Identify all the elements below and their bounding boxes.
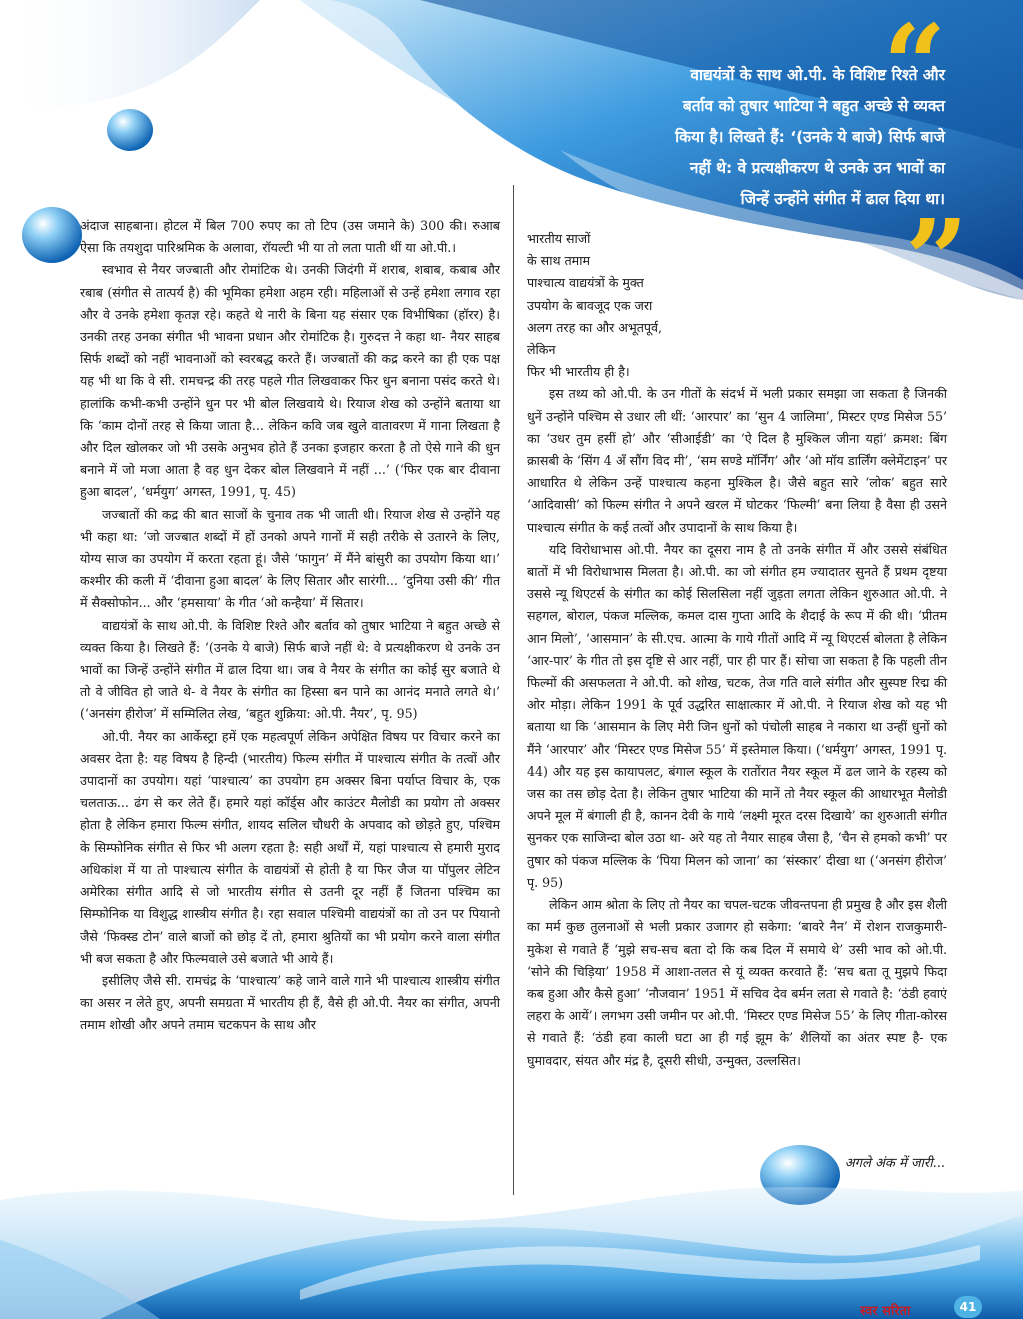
- paragraph: लेकिन आम श्रोता के लिए तो नैयर का चपल-चटक जीवन्तपना ही प्रमुख है और इस शैली का मर्म कुछ तुलनाओं से भली प्रकार उजागर हो सकेगा: ‘बावरे नैन’ में रोशन राजकुमारी-मुकेश से गवाते हैं ‘मुझे सच-सच बता दो कि कब दिल में समाये थे’ उसी भाव को ओ.पी. ‘सोने की चिड़िया’ 1958 में आशा-तलत से यूं व्यक्त करवाते हैं: ‘सच बता तू मुझपे फिदा कब हुआ और कैसे हुआ’ ‘नौजवान’ 1951 में सचिव देव बर्मन लता से गवाते है: ‘ठंडी हवाएं लहरा के आयें’। लगभग उसी जमीन पर ओ.पी. ‘मिस्टर एण्ड मिसेज 55’ के लिए गीता-कोरस से गवाते हैं: ‘ठंडी हवा काली घटा आ ही गई झूम के’ शैलियों का अंतर स्पष्ट है- एक घुमावदार, संयत और मंद्र है, दूसरी सीधी, उन्मुक्त, उल्लसित।: [527, 897, 947, 1068]
- paragraph: इसीलिए जैसे सी. रामचंद्र के ‘पाश्चात्य’ कहे जाने वाले गाने भी पाश्चात्य शास्त्रीय संगीत का असर न लेते हुए, अपनी समग्रता में भारतीय ही हैं, वैसे ही ओ.पी. नैयर का संगीत, अपनी तमाम शोखी और अपने तमाम चटकपन के साथ और: [80, 972, 500, 1033]
- paragraph: स्वभाव से नैयर जज्बाती और रोमांटिक थे। उनकी जिदंगी में शराब, शबाब, कबाब और रबाब (संगीत से तात्पर्य है) की भूमिका हमेशा अहम रही। महिलाओं से उन्हें हमेशा लगाव रहा और वे उनके हमेशा कृतज्ञ रहे। कहते थे नारी के बिना यह संसार एक विभीषिका (हॉरर) है। उनकी तरह उनका संगीत भी भावना प्रधान और रोमांटिक है। गुरुदत्त ने कहा था- नैयर साहब सिर्फ शब्दों को नहीं भावनाओं को स्वरबद्ध करते हैं। जज्बातों की कद्र करने का ही एक पक्ष यह भी था कि वे सी. रामचन्द्र की तरह पहले गीत लिखवाकर फिर धुन बनाना पसंद करते थे। हालांकि कभी-कभी उन्होंने धुन पर भी बोल लिखवाये थे। रियाज शेख को उन्होंने बताया था कि ‘काम दोनों तरह से किया जाता है... लेकिन कवि जब खुले वातावरण में गाना लिखता है और दिल खोलकर जो भी उसके अनुभव होते हैं उनका इजहार करता है तो ऐसे गाने की धुन बनाने में जो मजा आता है वह धुन देकर बोल लिखवाने में नहीं ...’ (‘फिर एक बार दीवाना हुआ बादल’, ‘धर्मयुग’ अगस्त, 1991, पृ. 45): [80, 262, 500, 500]
- narrow-lines: [527, 228, 947, 383]
- paragraph: वाद्ययंत्रों के साथ ओ.पी. के विशिष्ट रिश्ते और बर्ताव को तुषार भाटिया ने बहुत अच्छे से व्यक्त किया है। लिखते हैं: ‘(उनके ये बाजे) सिर्फ बाजे नहीं थे: वे प्रत्यक्षीकरण थे उनके उन भावों का जिन्हें उन्होंने संगीत में ढाल दिया था। जब वे नैयर के संगीत का कोई सुर बजाते थे तो वे जीवित हो जाते थे- वे नैयर के संगीत का हिस्सा बन पाने का आनंद मनाते लगते थे।’ (‘अनसंग हीरोज’ में सम्मिलित लेख, ‘बहुत शुक्रिया: ओ.पी. नैयर’, पृ. 95): [80, 617, 500, 722]
- pull-quote-line: नहीं थे: वे प्रत्यक्षीकरण थे उनके उन भावों का: [689, 159, 945, 177]
- paragraph: यदि विरोधाभास ओ.पी. नैयर का दूसरा नाम है तो उनके संगीत में और उससे संबंधित बातों में भी विरोधाभास मिलता है। ओ.पी. का जो संगीत हम ज्यादातर सुनते हैं प्रथम दृष्टया उससे न्यू थिएटर्स के संगीत का कोई सिलसिला नहीं जुड़ता लगता लेकिन शुरुआत ओ.पी. ने सहगल, बोराल, पंकज मल्लिक, कमल दास गुप्ता आदि के शैदाई के रूप में की थी। ‘प्रीतम आन मिलो’, ‘आसमान’ के सी.एच. आत्मा के गाये गीतों आदि में न्यू थिएटर्स बोलता है लेकिन ‘आर-पार’ के गीत तो इस दृष्टि से आर नहीं, पार ही पार हैं। सोचा जा सकता है कि पहली तीन फिल्मों की असफलता ने ओ.पी. को शोख, चटक, तेज गति वाले संगीत और सुस्पष्ट रिद्म की ओर मोड़ा। लेकिन 1991 के पूर्व उद्धरित साक्षात्कार में ओ.पी. ने रियाज शेख को यह भी बताया था कि ‘आसमान के लिए मेरी जिन धुनों को पंचोली साहब ने नकारा था उन्हीं धुनों को मैंने ‘आरपार’ और ‘मिस्टर एण्ड मिसेज 55’ में इस्तेमाल किया। (‘धर्मयुग’ अगस्त, 1991 पृ. 44) और यह इस कायापलट, बंगाल स्कूल के रातोंरात नैयर स्कूल में ढल जाने के रहस्य को जस का तस छोड़ देता है। लेकिन तुषार भाटिया की मानें तो नैयर स्कूल की आधारभूत मैलोडी अपने मूल में बंगाली ही है, कानन देवी के गाये ‘लक्ष्मी मूरत दरस दिखाये’ का शुरुआती संगीत सुनकर एक साजिन्दा बोल उठा था- अरे यह तो नैयार साहब जैसा है, ‘चैन से हमको कभी’ पर तुषार को पंकज मल्लिक के ‘पिया मिलन को जाना’ का ‘संस्कार’ दीखा था (‘अनसंग हीरोज’ पृ. 95): [527, 541, 947, 890]
- narrow-line: उपयोग के बावजूद एक जरा: [527, 297, 653, 313]
- narrow-line: फिर भी भारतीय ही है।: [527, 364, 630, 380]
- column-divider: [513, 185, 514, 1195]
- paragraph: इस तथ्य को ओ.पी. के उन गीतों के संदर्भ में भली प्रकार समझा जा सकता है जिनकी धुनें उन्होंने पश्चिम से उधार ली थीं: ‘आरपार’ का ‘सुन 4 जालिमा’, मिस्टर एण्ड मिसेज 55’ का ‘उधर तुम हसीं हो’ और ‘सीआईडी’ का ‘ऐ दिल है मुश्किल जीना यहां’ क्रमश: बिंग क्रासबी के ‘सिंग 4 अँ सौंग विद मी’, ‘सम सण्डे मॉर्निंग’ और ‘ओ मॉय डार्लिंग क्लेमेंटाइन’ पर आधारित थे लेकिन उन्हें पाश्चात्य कहना मुश्किल है। जैसे बहुत सारे ‘लोक’ बहुत सारे ‘आदिवासी’ को फिल्म संगीत ने अपने खरल में घोटकर ‘फिल्मी’ बना लिया है वैसा ही उसने पाश्चात्य संगीत के कई तत्वों और उपादानों के साथ किया है।: [527, 386, 947, 535]
- narrow-line: के साथ तमाम: [527, 253, 591, 269]
- left-column: [80, 215, 500, 1037]
- narrow-line: पाश्चात्य वाद्ययंत्रों के मुक्त: [527, 275, 644, 291]
- paragraph: अंदाज साहबाना। होटल में बिल 700 रुपए का तो टिप (उस जमाने के) 300 की। रुआब ऐसा कि तयशुदा पारिश्रमिक के अलावा, रॉयल्टी भी या तो लता पाती थीं या ओ.पी.।: [80, 218, 500, 256]
- pull-quote-line: किया है। लिखते हैं: ‘(उनके ये बाजे) सिर्फ बाजे: [675, 128, 945, 146]
- pull-quote-line: वाद्ययंत्रों के साथ ओ.पी. के विशिष्ट रिश्ते और: [690, 66, 945, 84]
- magazine-name: स्वर सरिता: [860, 1304, 911, 1319]
- pull-quote-line: जिन्हें उन्होंने संगीत में ढाल दिया था।: [740, 190, 945, 208]
- close-quote-mark: ”: [905, 195, 969, 324]
- right-column: [527, 228, 947, 1072]
- narrow-line: अलग तरह का और अभूतपूर्व, लेकिन: [527, 319, 663, 358]
- paragraph: ओ.पी. नैयर का आर्केस्ट्रा हमें एक महत्वपूर्ण लेकिन अपेक्षित विषय पर विचार करने का अवसर देता है: यह विषय है हिन्दी (भारतीय) फिल्म संगीत में पाश्चात्य संगीत के तत्वों और उपादानों का उपयोग। यहां ‘पाश्चात्य’ का उपयोग हम अक्सर बिना पर्याप्त विचार के, एक चलताऊ... ढंग से कर लेते हैं। हमारे यहां कॉर्ड्स और काउंटर मैलोडी का प्रयोग तो अक्सर होता है लेकिन हमारा फिल्म संगीत, शायद सलिल चौधरी के अपवाद को छोड़ते हुए, पश्चिम के सिम्फोनिक संगीत से फिर भी अलग रहता है: सही अर्थों में, यहां पाश्चात्य से हमारी मुराद अधिकांश में या तो पाश्चात्य संगीत के वाद्ययंत्रों से होती है या फिर जैज या पॉपुलर लेटिन अमेरिका संगीत आदि से जो भारतीय संगीत से उतनी दूर नहीं हैं जितना पश्चिम का सिम्फोनिक या विशुद्ध शास्त्रीय संगीत है। रहा सवाल पश्चिमी वाद्ययंत्रों का तो उन पर पियानो जैसे ‘फिक्स्ड टोन’ वाले बाजों को छोड़ दें तो, हमारा श्रुतियों का भी प्रयोग करने वाला संगीत भी बज सकता है और फिल्मवाले उसे बजाते भी आये हैं।: [80, 728, 500, 966]
- continued-note: अगले अंक में जारी...: [844, 1156, 945, 1171]
- paragraph: जज्बातों की कद्र की बात साजों के चुनाव तक भी जाती थी। रियाज शेख से उन्होंने यह भी कहा था: ‘जो जज्बात शब्दों में हों उनको अपने गानों में सही तरीके से उतारने के लिए, योग्य साज का उपयोग में करता रहता हूं। जैसे ‘फागुन’ में मैंने बांसुरी का उपयोग किया था।’ कश्मीर की कली में ‘दीवाना हुआ बादल’ के लिए सितार और सारंगी... ‘दुनिया उसी की’ गीत में सैक्सोफोन... और ‘हमसाया’ के गीत ‘ओ कन्हैया’ में सितार।: [80, 506, 500, 611]
- narrow-line: भारतीय साजों: [527, 231, 591, 246]
- page-number: 41: [954, 1296, 982, 1318]
- open-quote-mark: “: [883, 0, 947, 129]
- pull-quote-line: बर्ताव को तुषार भाटिया ने बहुत अच्छे से व्यक्त: [682, 97, 945, 115]
